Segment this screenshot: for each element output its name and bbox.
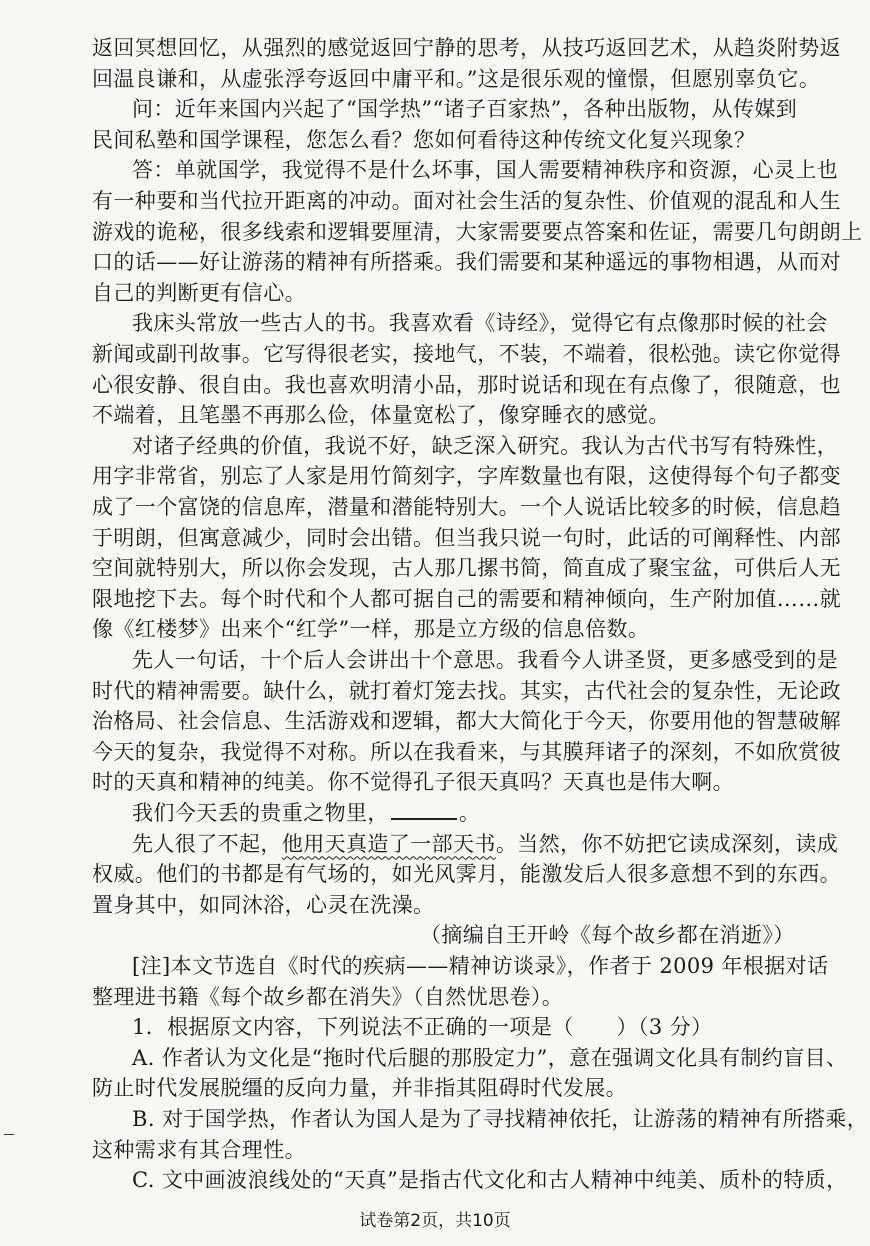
answer-text: 自己的判断更有信心。	[92, 280, 306, 305]
body-text: 今天的复杂，我觉得不对称。所以在我看来，与其膜拜诸子的深刻，不如欣赏彼	[92, 739, 841, 764]
body-text: 先人一句话，十个后人会讲出十个意思。我看今人讲圣贤，更多感受到的是	[132, 648, 839, 672]
body-text	[132, 830, 870, 858]
option-a: 防止时代发展脱缰的反向力量，并非指其阻碍时代发展。	[92, 1076, 627, 1101]
body-text: 成了一个富饶的信息库，潜量和潜能特别大。一个人说话比较多的时候，信息趋	[92, 495, 841, 519]
answer-text: 口的话——好让游荡的精神有所搭乘。我们需要和某种遥远的事物相遇，从而对	[92, 250, 841, 275]
body-text: 像《红楼梦》出来个“红学”一样，那是立方级的信息倍数。	[92, 617, 650, 642]
body-text: 不端着，且笔墨不再那么俭，体量宽松了，像穿睡衣的感觉。	[92, 403, 670, 428]
text-segment: 。当然，你不妨把它读成深刻，读成	[495, 831, 839, 856]
body-text: 空间就特别大，所以你会发现，古人那几摞书简，简直成了聚宝盆，可供后人无	[92, 556, 841, 581]
wavy-underlined-phrase: 他用天真造了一部天书	[281, 831, 496, 856]
text-segment: 先人很了不起，	[132, 831, 282, 856]
body-text: 权威。他们的书都是有气场的，如光风霁月，能激发后人很多意想不到的东西。	[92, 862, 841, 887]
note-text: [注]本文节选自《时代的疾病——精神访谈录》，作者于 2009 年根据对话	[132, 954, 829, 978]
option-b: B. 对于国学热，作者认为国人是为了寻找精神依托，让游荡的精神有所搭乘，	[132, 1107, 869, 1131]
answer-text: 答：单就国学，我觉得不是什么坏事，国人需要精神秩序和资源，心灵上也	[132, 158, 839, 183]
answer-text: 游戏的诡秘，很多线索和逻辑要厘清，大家需要要点答案和佐证，需要几句朗朗上	[92, 219, 863, 244]
body-text: 置身其中，如同沐浴，心灵在洗澡。	[92, 892, 435, 917]
note-text: 整理进书籍《每个故乡都在消失》（自然忧思卷）。	[92, 984, 564, 1009]
option-b: 这种需求有其合理性。	[92, 1137, 306, 1162]
source-citation: （摘编自王开岭《每个故乡都在消逝》）	[420, 923, 795, 948]
answer-text: 有一种要和当代拉开距离的冲动。面对社会生活的复杂性、价值观的混乱和人生	[92, 189, 841, 213]
fill-in-suffix: 。	[458, 801, 481, 825]
body-text: 心很安静、很自由。我也喜欢明清小品，那时说话和现在有点像了，很随意，也	[92, 372, 841, 397]
question-text: 民间私塾和国学课程，您怎么看？您如何看待这种传统文化复兴现象？	[92, 127, 756, 152]
body-text: 时代的精神需要。缺什么，就打着灯笼去找。其实，古代社会的复杂性，无论政	[92, 678, 841, 703]
body-text: 治格局、社会信息、生活游戏和逻辑，都大大简化于今天，你要用他的智慧破解	[92, 709, 841, 734]
text-line: 回温良谦和，从虚张浮夸返回中庸平和。”这是很乐观的憧憬，但愿别辜负它。	[92, 66, 821, 91]
option-a: A. 作者认为文化是“拖时代后腿的那股定力”，意在强调文化具有制约盲目、	[132, 1045, 848, 1070]
option-c: C. 文中画波浪线处的“天真”是指古代文化和古人精神中纯美、质朴的特质，	[132, 1168, 848, 1193]
body-text: 用字非常省，别忘了人家是用竹简刻字，字库数量也有限，这使得每个句子都变	[92, 464, 841, 489]
text-line: 返回冥想回忆，从强烈的感觉返回宁静的思考，从技巧返回艺术，从趋炎附势返	[92, 36, 841, 60]
body-text: 限地挖下去。每个时代和个人都可据自己的需要和精神倾向，生产附加值……就	[92, 586, 841, 611]
body-text: 于明朗，但寓意减少，同时会出错。但当我只说一句时，此话的可阐释性、内部	[92, 525, 841, 550]
answer-blank[interactable]	[391, 800, 457, 820]
fill-in-sentence	[132, 799, 870, 827]
body-text: 对诸子经典的价值，我说不好，缺乏深入研究。我认为古代书写有特殊性，	[132, 433, 839, 458]
question-stem: 1．根据原文内容，下列说法不正确的一项是（ ）（3 分）	[132, 1015, 713, 1040]
margin-mark	[4, 1134, 14, 1135]
body-text: 时的天真和精神的纯美。你不觉得孔子很天真吗？天真也是伟大啊。	[92, 770, 734, 795]
body-text: 新闻或副刊故事。它写得很老实，接地气，不装，不端着，很松弛。读它你觉得	[92, 342, 841, 366]
question-text: 问：近年来国内兴起了“国学热”“诸子百家热”，各种出版物，从传媒到	[132, 97, 798, 122]
page-footer: 试卷第2页，共10页	[359, 1211, 511, 1231]
fill-in-prefix: 我们今天丢的贵重之物里，	[132, 801, 389, 825]
body-text: 我床头常放一些古人的书。我喜欢看《诗经》，觉得它有点像那时候的社会	[132, 311, 828, 336]
